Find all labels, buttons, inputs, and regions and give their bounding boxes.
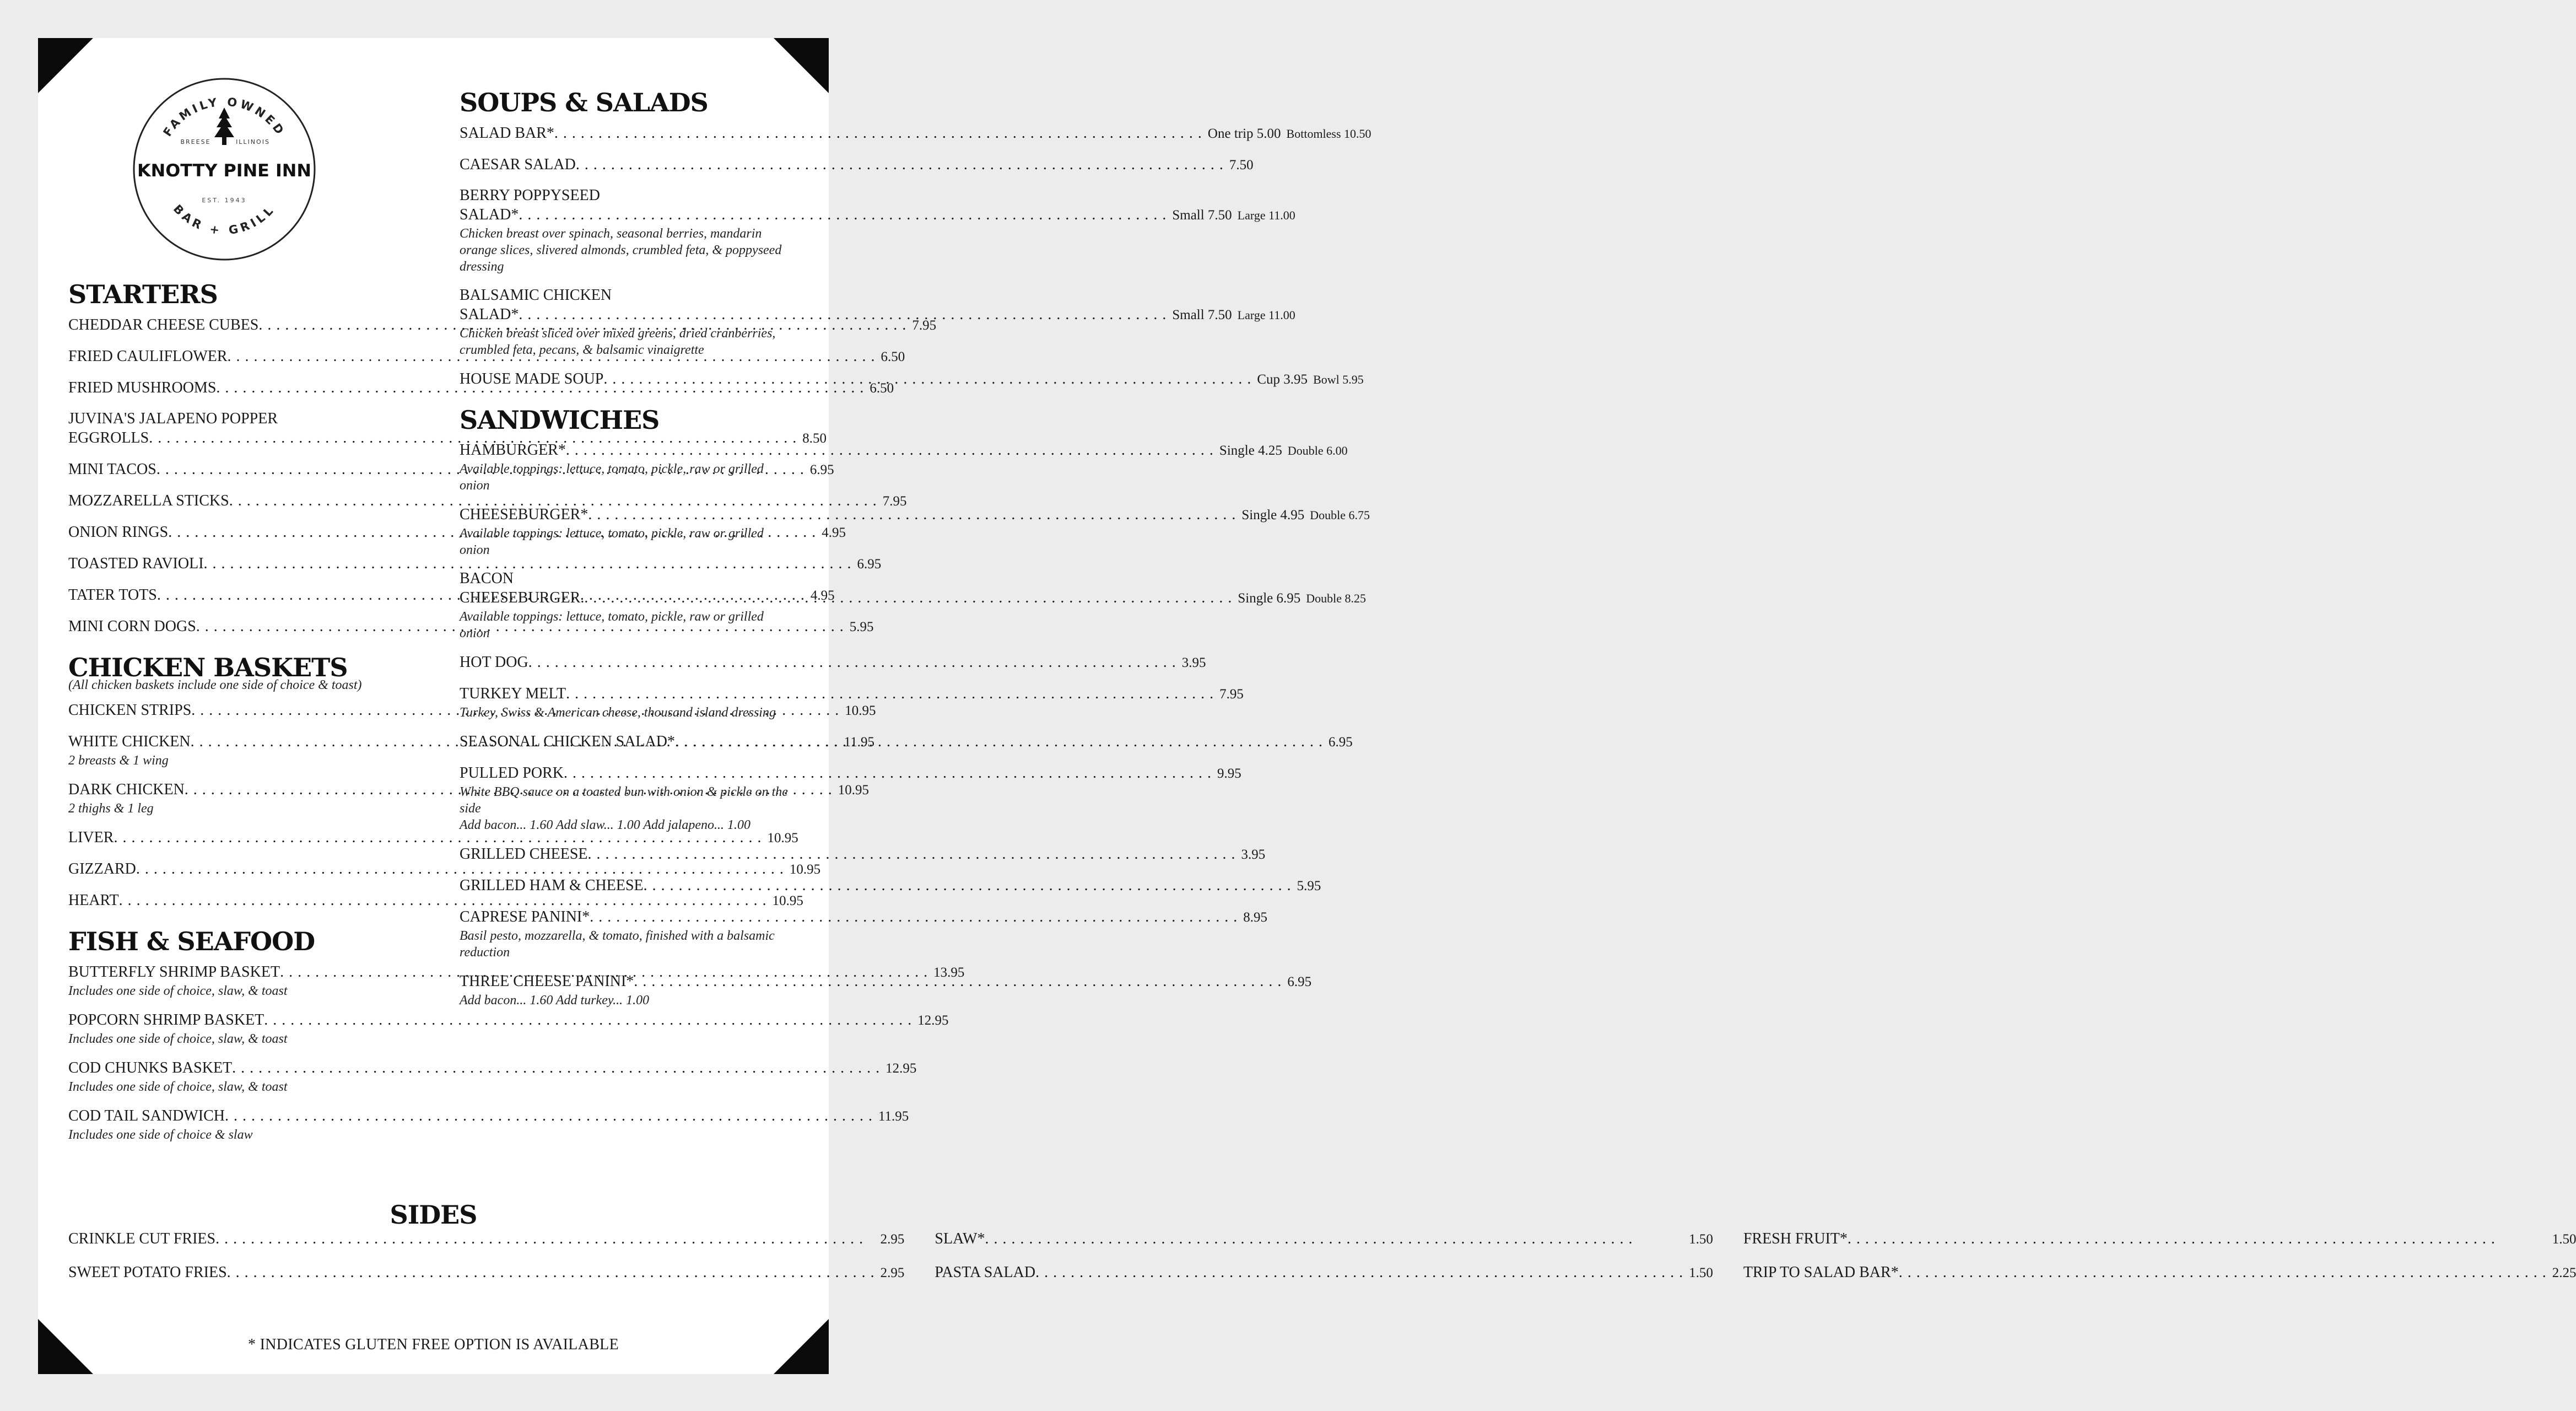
svg-text:BAR + GRILL	[171, 202, 278, 238]
corner-decoration	[774, 38, 829, 93]
item-price: 9.95	[1217, 766, 1241, 782]
item-description: Available toppings: lettuce, tomato, pickle, raw or grilled onion	[460, 462, 764, 493]
item-name: TURKEY MELT	[460, 685, 566, 703]
item-description: White BBQ sauce on a toasted bun with onion & pickle on the side	[460, 785, 788, 816]
item-price: 6.95	[809, 462, 834, 477]
item-description: Available toppings: lettuce, tomato, pickle, raw or grilled onion	[460, 610, 764, 641]
menu-item	[68, 347, 905, 367]
menu-item	[460, 155, 1254, 175]
item-price: 1.50	[1689, 1231, 1713, 1247]
item-name: SEASONAL CHICKEN SALAD*	[460, 733, 675, 751]
section-heading-fish-seafood: FISH & SEAFOOD	[68, 927, 315, 957]
item-name: MINI CORN DOGS	[68, 617, 196, 635]
price-option: Single 4.95	[1241, 508, 1305, 523]
side-item	[1743, 1229, 2576, 1250]
price-option: Small 7.50	[1172, 207, 1232, 223]
logo-name: KNOTTY PINE INN	[137, 161, 311, 181]
price-option: Bowl 5.95	[1313, 372, 1364, 386]
item-price-options	[1236, 505, 1370, 525]
item-description: Turkey, Swiss & American cheese, thousand island dressing	[460, 706, 776, 720]
item-name: TATER TOTS	[68, 586, 157, 604]
price-option: Single 4.25	[1219, 443, 1282, 459]
item-price: 8.95	[1243, 910, 1267, 925]
item-name: CHEDDAR CHEESE CUBES	[68, 316, 259, 333]
item-name-line: JUVINA'S JALAPENO POPPER	[68, 410, 278, 427]
item-description: Add bacon... 1.60 Add turkey... 1.00	[460, 993, 650, 1008]
item-price-options	[1214, 441, 1348, 461]
item-price: 10.95	[789, 862, 821, 877]
item-name: DARK CHICKEN	[68, 781, 185, 799]
logo-state: ILLINOIS	[236, 138, 270, 146]
pine-tree-icon	[214, 107, 234, 145]
item-name: GRILLED CHEESE	[460, 845, 588, 863]
item-addons: Add bacon... 1.60 Add slaw... 1.00 Add jalapeno... 1.00	[460, 818, 750, 833]
price-option: Small 7.50	[1172, 307, 1232, 322]
item-description: Available toppings: lettuce, tomato, pickle, raw or grilled onion	[460, 526, 764, 558]
item-name-line: BALSAMIC CHICKEN	[460, 286, 612, 304]
side-item	[68, 1229, 904, 1250]
menu-item	[460, 653, 1206, 673]
item-name: FRIED CAULIFLOWER	[68, 347, 228, 365]
price-option: Large 11.00	[1237, 208, 1295, 222]
item-price: 8.50	[802, 430, 827, 446]
item-name-line: BERRY POPPYSEED	[460, 186, 600, 204]
menu-item	[68, 1058, 917, 1095]
item-name: SLAW*	[935, 1230, 985, 1247]
item-price: 6.95	[1287, 974, 1312, 990]
menu-item	[68, 1010, 949, 1047]
item-name: CHEESEBURGER.	[460, 589, 585, 607]
item-price: 2.25	[2552, 1265, 2576, 1280]
item-price: 4.95	[810, 588, 835, 603]
item-price: 10.95	[767, 831, 798, 846]
side-item	[935, 1263, 1713, 1283]
item-description: Chicken breast sliced over mixed greens, dried cranberries, crumbled feta, pecans, & balsamic vinaigrette	[460, 326, 776, 357]
price-option: Double 6.75	[1310, 508, 1370, 523]
gluten-free-note: * INDICATES GLUTEN FREE OPTION IS AVAILABLE	[248, 1336, 619, 1353]
item-name: PULLED PORK	[460, 764, 564, 782]
item-price: 10.95	[838, 783, 870, 798]
section-heading-starters: STARTERS	[68, 279, 218, 309]
item-description: Chicken breast over spinach, seasonal berries, mandarin orange slices, slivered almonds, crumbled feta, & poppyseed dressing	[460, 226, 782, 274]
item-name: BUTTERFLY SHRIMP BASKET	[68, 963, 280, 981]
price-option: Large 11.00	[1237, 308, 1295, 322]
item-name: HAMBURGER*	[460, 441, 566, 459]
menu-item	[460, 123, 1371, 144]
item-price: 6.50	[870, 380, 894, 396]
item-name: COD CHUNKS BASKET	[68, 1059, 233, 1076]
item-price: 10.95	[845, 703, 876, 719]
item-name: MOZZARELLA STICKS	[68, 492, 229, 509]
item-price: 12.95	[917, 1013, 949, 1028]
logo-est: EST. 1943	[202, 197, 247, 204]
item-price: 13.95	[933, 965, 965, 980]
item-price: 6.95	[1328, 735, 1353, 750]
side-item	[68, 1263, 904, 1283]
section-note: (All chicken baskets include one side of choice & toast)	[68, 678, 362, 693]
section-heading-sandwiches: SANDWICHES	[460, 405, 660, 435]
side-item	[935, 1229, 1713, 1250]
item-description: Includes one side of choice & slaw	[68, 1127, 253, 1142]
item-price-options	[1167, 305, 1295, 325]
item-name: CHICKEN STRIPS	[68, 702, 192, 719]
item-name: SALAD BAR*	[460, 124, 554, 142]
menu-item	[68, 1106, 909, 1143]
price-option: Double 8.25	[1306, 591, 1367, 606]
side-item	[1743, 1263, 2576, 1283]
item-price: 11.95	[844, 735, 874, 750]
item-name: EGGROLLS	[68, 429, 149, 446]
menu-item	[460, 505, 1370, 558]
item-price: 7.95	[912, 317, 937, 333]
price-option: Single 6.95	[1238, 591, 1301, 606]
item-name: TOASTED RAVIOLI	[68, 554, 204, 572]
item-price: 7.95	[1219, 687, 1244, 702]
item-price: 10.95	[772, 893, 803, 909]
item-price-options	[1167, 206, 1295, 225]
item-price: 2.95	[880, 1265, 905, 1280]
item-name: HOUSE MADE SOUP	[460, 370, 604, 387]
menu-item	[460, 907, 1267, 961]
section-heading-sides: SIDES	[390, 1200, 477, 1230]
item-name: SALAD*	[460, 305, 519, 323]
item-price: 1.50	[1689, 1265, 1713, 1280]
item-name: SALAD*	[460, 206, 519, 223]
item-name: CRINKLE CUT FRIES	[68, 1230, 216, 1247]
item-price: 3.95	[1181, 655, 1206, 671]
item-name: SWEET POTATO FRIES	[68, 1263, 227, 1281]
item-name: POPCORN SHRIMP BASKET	[68, 1011, 264, 1028]
item-description: Includes one side of choice, slaw, & toast	[68, 1031, 288, 1046]
logo-bottom-arc: BAR + GRILL	[170, 202, 278, 238]
menu-item	[68, 891, 803, 911]
price-option: Cup 3.95	[1257, 371, 1308, 387]
item-price-options	[1232, 589, 1366, 608]
restaurant-logo	[131, 76, 318, 263]
menu-item	[68, 315, 937, 336]
item-name: MINI TACOS	[68, 460, 156, 478]
item-price: 6.50	[881, 349, 905, 364]
item-name: FRIED MUSHROOMS	[68, 379, 217, 396]
price-option: One trip 5.00	[1207, 126, 1281, 141]
item-name: HEART	[68, 892, 119, 909]
menu-item	[460, 186, 1295, 275]
item-name: CAPRESE PANINI*	[460, 908, 590, 926]
item-name: PASTA SALAD	[935, 1263, 1036, 1281]
item-name: FRESH FRUIT*	[1743, 1230, 1848, 1247]
item-price: 11.95	[878, 1108, 909, 1124]
logo-top-arc: FAMILY OWNED	[160, 95, 288, 139]
item-price: 3.95	[1241, 847, 1266, 863]
item-price: 7.95	[882, 493, 907, 509]
menu-item	[68, 554, 882, 574]
sides-grid	[68, 1229, 2576, 1296]
item-name-line: BACON	[460, 570, 514, 588]
sides-section	[68, 1200, 2576, 1296]
menu-item	[460, 844, 1266, 865]
item-price: 1.50	[2552, 1231, 2576, 1247]
menu-item	[68, 491, 907, 511]
item-price: 6.95	[857, 556, 882, 572]
section-heading-soups-salads: SOUPS & SALADS	[460, 88, 708, 117]
item-name: WHITE CHICKEN	[68, 733, 191, 751]
item-name: CHEESEBURGER*	[460, 506, 588, 524]
logo-town: BREESE	[180, 138, 211, 146]
corner-decoration	[38, 38, 93, 93]
item-description: Includes one side of choice, slaw, & toast	[68, 1079, 288, 1094]
item-name: ONION RINGS	[68, 523, 169, 541]
section-heading-chicken-baskets: CHICKEN BASKETS	[68, 652, 348, 682]
item-name: GIZZARD	[68, 860, 136, 878]
item-price: 2.95	[880, 1231, 905, 1247]
item-description: 2 breasts & 1 wing	[68, 753, 169, 768]
item-name: TRIP TO SALAD BAR*	[1743, 1263, 1899, 1281]
item-description: Includes one side of choice, slaw, & toast	[68, 983, 288, 998]
item-description: Basil pesto, mozzarella, & tomato, finished with a balsamic reduction	[460, 929, 775, 960]
menu-item	[460, 876, 1321, 896]
item-name: GRILLED HAM & CHEESE	[460, 877, 644, 895]
price-option: Bottomless 10.50	[1286, 126, 1371, 141]
menu-item	[68, 859, 821, 880]
item-name: LIVER	[68, 829, 114, 847]
menu-page	[38, 38, 2576, 1374]
item-price: 5.95	[849, 619, 874, 634]
item-price: 7.50	[1229, 157, 1254, 173]
item-name: THREE CHEESE PANINI*	[460, 973, 634, 990]
price-option: Double 6.00	[1287, 444, 1348, 458]
menu-item	[68, 828, 798, 848]
item-price-options	[1251, 370, 1363, 390]
item-price: 5.95	[1297, 879, 1321, 894]
item-name: HOT DOG	[460, 654, 528, 671]
item-price: 12.95	[885, 1060, 917, 1076]
item-name: CAESAR SALAD	[460, 155, 576, 173]
item-name: COD TAIL SANDWICH	[68, 1107, 225, 1124]
item-price-options	[1202, 124, 1371, 144]
item-price: 4.95	[822, 525, 846, 540]
item-description: 2 thighs & 1 leg	[68, 801, 154, 816]
